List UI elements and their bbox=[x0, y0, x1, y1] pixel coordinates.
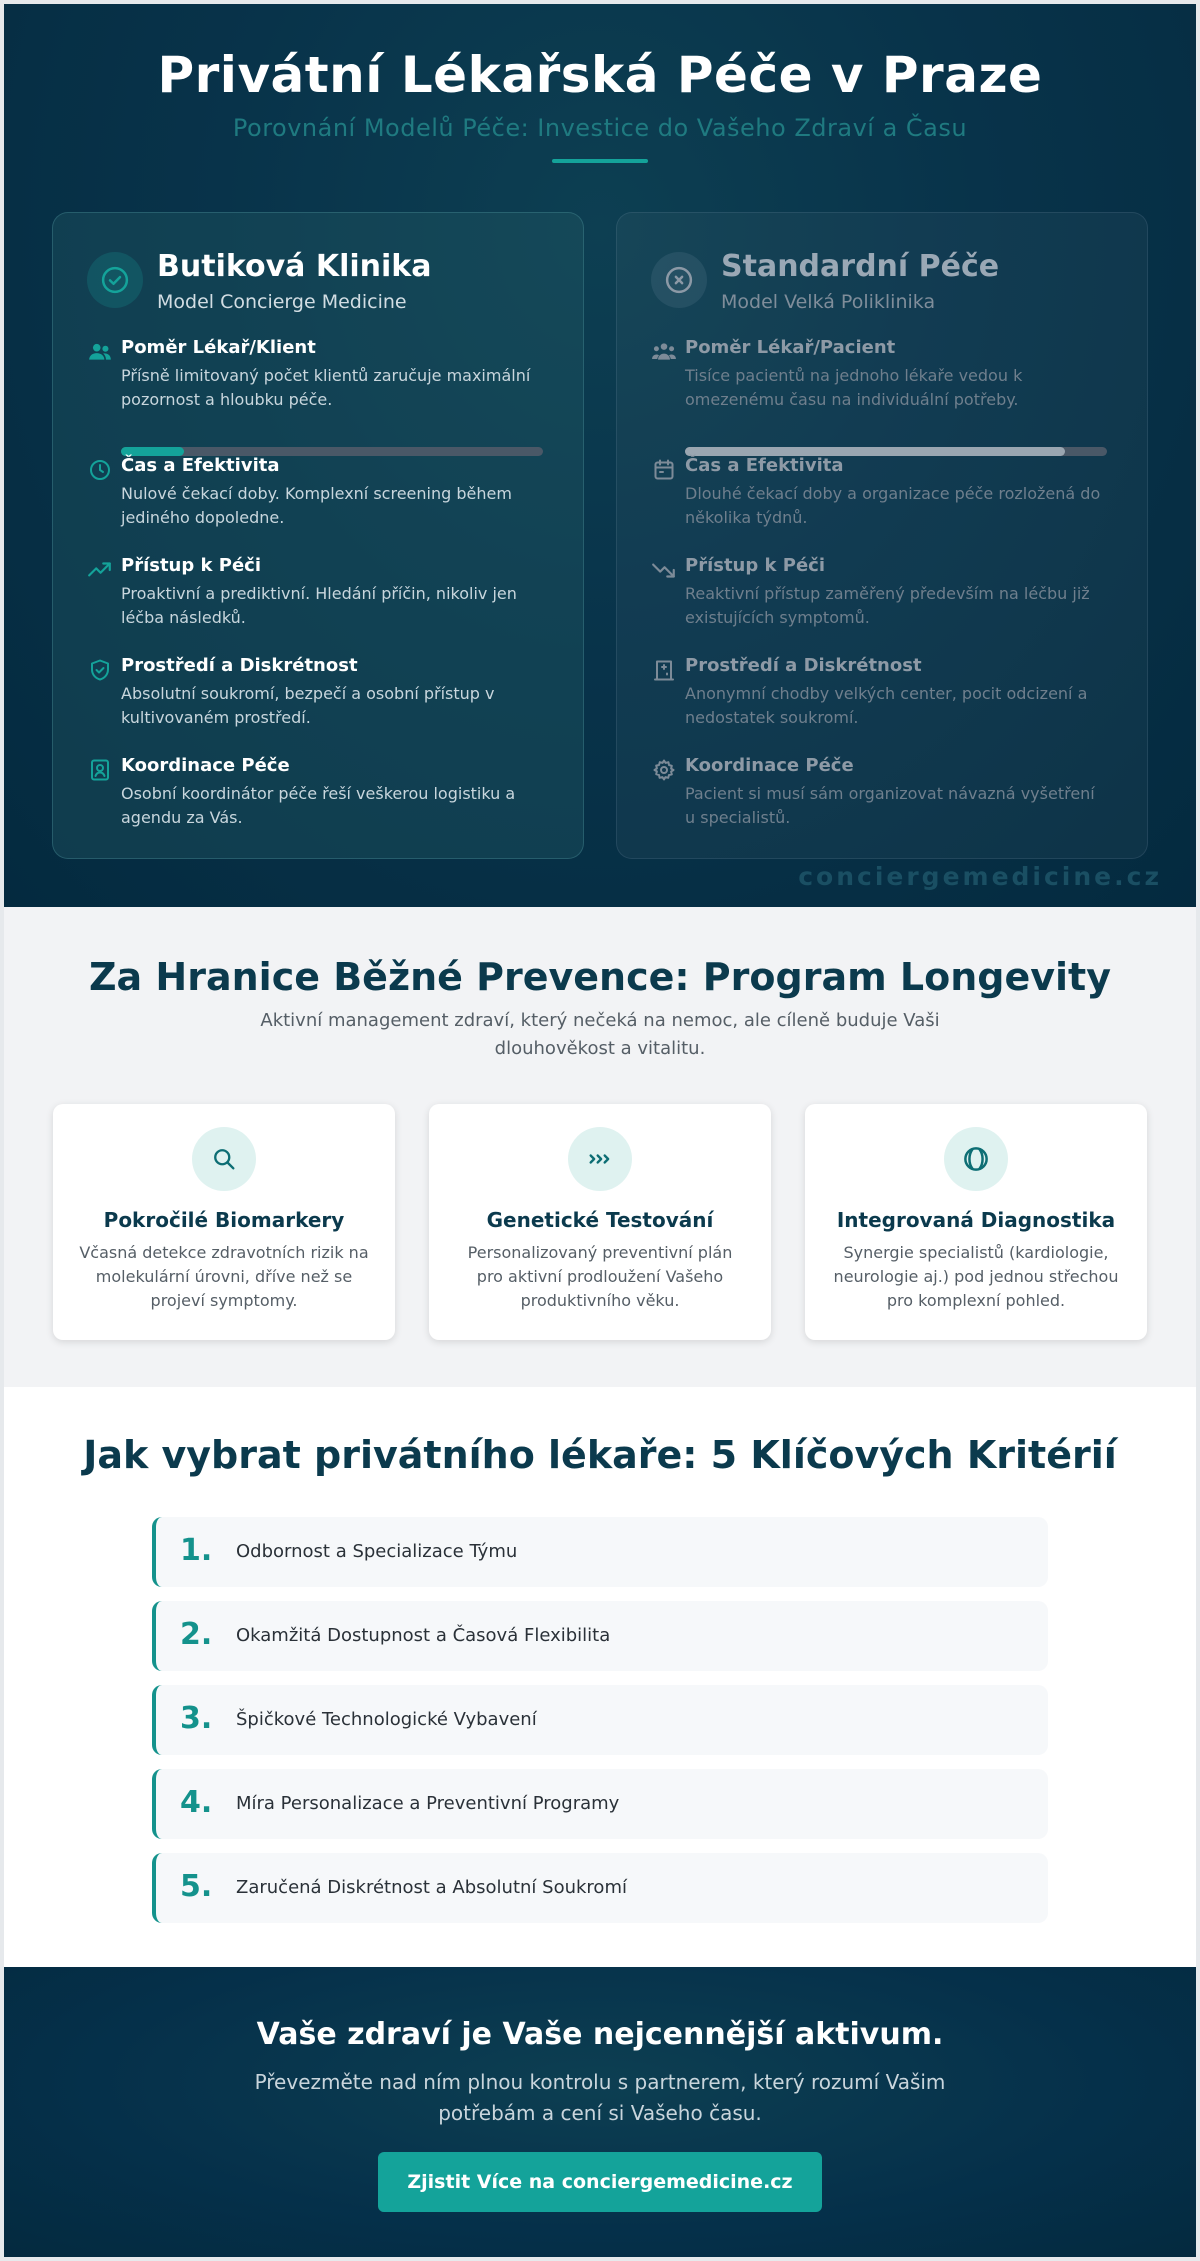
criteria-section bbox=[4, 1387, 1196, 1967]
card-desc: Včasná detekce zdravotních rizik na molekulární úrovni, dříve než se projeví symptomy. bbox=[79, 1243, 369, 1310]
card-desc: Personalizovaný preventivní plán pro aktivní prodloužení Vašeho produktivního věku. bbox=[467, 1243, 733, 1310]
coordinator-icon bbox=[87, 757, 113, 783]
criteria-text: Odbornost a Specializace Týmu bbox=[236, 1541, 518, 1562]
crowd-icon bbox=[651, 339, 677, 365]
card-title: Butiková Klinika bbox=[157, 249, 432, 284]
check-circle-icon bbox=[87, 252, 143, 308]
criteria-item bbox=[152, 1769, 1048, 1839]
card-title: Integrovaná Diagnostika bbox=[836, 1208, 1116, 1232]
card-header bbox=[87, 249, 563, 313]
card-subtitle: Model Concierge Medicine bbox=[157, 291, 407, 313]
hero-section bbox=[4, 4, 1196, 907]
trending-down-icon bbox=[651, 557, 677, 583]
card-title: Standardní Péče bbox=[721, 249, 1000, 284]
criteria-number: 1. bbox=[180, 1533, 213, 1568]
longevity-card-biomarkers bbox=[53, 1104, 395, 1340]
feature-title: Poměr Lékař/Klient bbox=[121, 337, 316, 358]
section-title: Jak vybrat privátního lékaře: 5 Klíčových Kritérií bbox=[83, 1433, 1117, 1477]
card-title: Genetické Testování bbox=[486, 1208, 714, 1232]
feature-title: Prostředí a Diskrétnost bbox=[685, 655, 922, 676]
criteria-item bbox=[152, 1517, 1048, 1587]
criteria-item bbox=[152, 1601, 1048, 1671]
brain-icon bbox=[944, 1127, 1008, 1191]
feature-title: Čas a Efektivita bbox=[121, 455, 280, 476]
criteria-text: Špičkové Technologické Vybavení bbox=[236, 1709, 537, 1730]
longevity-card-diagnostics bbox=[805, 1104, 1147, 1340]
criteria-item bbox=[152, 1853, 1048, 1923]
clock-icon bbox=[87, 457, 113, 483]
feature-title: Přístup k Péči bbox=[121, 555, 262, 576]
feature-desc: Tisíce pacientů na jednoho lékaře vedou k omezenému času na individuální potřeby. bbox=[685, 366, 1023, 409]
cta-desc: Převezměte nad ním plnou kontrolu s partnerem, který rozumí Vašim potřebám a cení si Vašeho času. bbox=[254, 2070, 946, 2125]
users-icon bbox=[87, 339, 113, 365]
magnifier-icon bbox=[192, 1127, 256, 1191]
site-watermark: conciergemedicine.cz bbox=[798, 862, 1162, 891]
feature-title: Prostředí a Diskrétnost bbox=[121, 655, 358, 676]
feature-desc: Nulové čekací doby. Komplexní screening během jediného dopoledne. bbox=[121, 484, 512, 527]
calendar-icon bbox=[651, 457, 677, 483]
feature-desc: Pacient si musí sám organizovat návazná vyšetření u specialistů. bbox=[685, 784, 1095, 827]
cta-section bbox=[4, 1967, 1196, 2257]
feature-title: Přístup k Péči bbox=[685, 555, 826, 576]
criteria-item bbox=[152, 1685, 1048, 1755]
card-title: Pokročilé Biomarkery bbox=[103, 1208, 345, 1232]
x-circle-icon bbox=[651, 252, 707, 308]
dna-icon bbox=[568, 1127, 632, 1191]
criteria-number: 4. bbox=[180, 1785, 213, 1820]
criteria-text: Okamžitá Dostupnost a Časová Flexibilita bbox=[236, 1625, 611, 1646]
learn-more-button[interactable]: Zjistit Více na conciergemedicine.cz bbox=[378, 2152, 822, 2212]
title-underline bbox=[552, 159, 648, 163]
feature-title: Koordinace Péče bbox=[121, 755, 290, 776]
page-subtitle: Porovnání Modelů Péče: Investice do Vašeho Zdraví a Času bbox=[232, 114, 968, 142]
criteria-number: 2. bbox=[180, 1617, 213, 1652]
hospital-door-icon bbox=[651, 657, 677, 683]
longevity-section bbox=[4, 907, 1196, 1387]
feature-title: Čas a Efektivita bbox=[685, 455, 844, 476]
card-desc: Synergie specialistů (kardiologie, neurologie aj.) pod jednou střechou pro komplexní pohled. bbox=[833, 1243, 1119, 1310]
feature-desc: Absolutní soukromí, bezpečí a osobní přístup v kultivovaném prostředí. bbox=[121, 684, 495, 727]
page-title: Privátní Lékařská Péče v Praze bbox=[157, 46, 1043, 104]
longevity-card-genetics bbox=[429, 1104, 771, 1340]
standard-care-card bbox=[616, 212, 1148, 859]
feature-desc: Reaktivní přístup zaměřený především na léčbu již existujících symptomů. bbox=[685, 584, 1090, 627]
feature-desc: Dlouhé čekací doby a organizace péče rozložená do několika týdnů. bbox=[685, 484, 1101, 527]
shield-check-icon bbox=[87, 657, 113, 683]
cta-title: Vaše zdraví je Vaše nejcennější aktivum. bbox=[256, 2017, 944, 2052]
criteria-number: 3. bbox=[180, 1701, 213, 1736]
criteria-number: 5. bbox=[180, 1869, 213, 1904]
card-subtitle: Model Velká Poliklinika bbox=[721, 291, 936, 313]
trending-up-icon bbox=[87, 557, 113, 583]
criteria-text: Míra Personalizace a Preventivní Programy bbox=[236, 1793, 620, 1814]
feature-title: Koordinace Péče bbox=[685, 755, 854, 776]
criteria-text: Zaručená Diskrétnost a Absolutní Soukromí bbox=[236, 1877, 627, 1898]
card-header bbox=[651, 249, 1127, 313]
page bbox=[4, 4, 1196, 2257]
feature-desc: Přísně limitovaný počet klientů zaručuje maximální pozornost a hloubku péče. bbox=[121, 366, 531, 409]
boutique-clinic-card bbox=[52, 212, 584, 859]
feature-desc: Proaktivní a prediktivní. Hledání příčin, nikoliv jen léčba následků. bbox=[121, 584, 517, 627]
feature-desc: Anonymní chodby velkých center, pocit odcizení a nedostatek soukromí. bbox=[685, 684, 1088, 727]
gear-icon bbox=[651, 757, 677, 783]
feature-title: Poměr Lékař/Pacient bbox=[685, 337, 896, 358]
section-desc: Aktivní management zdraví, který nečeká na nemoc, ale cíleně buduje Vaši dlouhověkost a vitalitu. bbox=[260, 1010, 940, 1059]
section-title: Za Hranice Běžné Prevence: Program Longevity bbox=[89, 955, 1111, 999]
feature-desc: Osobní koordinátor péče řeší veškerou logistiku a agendu za Vás. bbox=[121, 784, 516, 827]
